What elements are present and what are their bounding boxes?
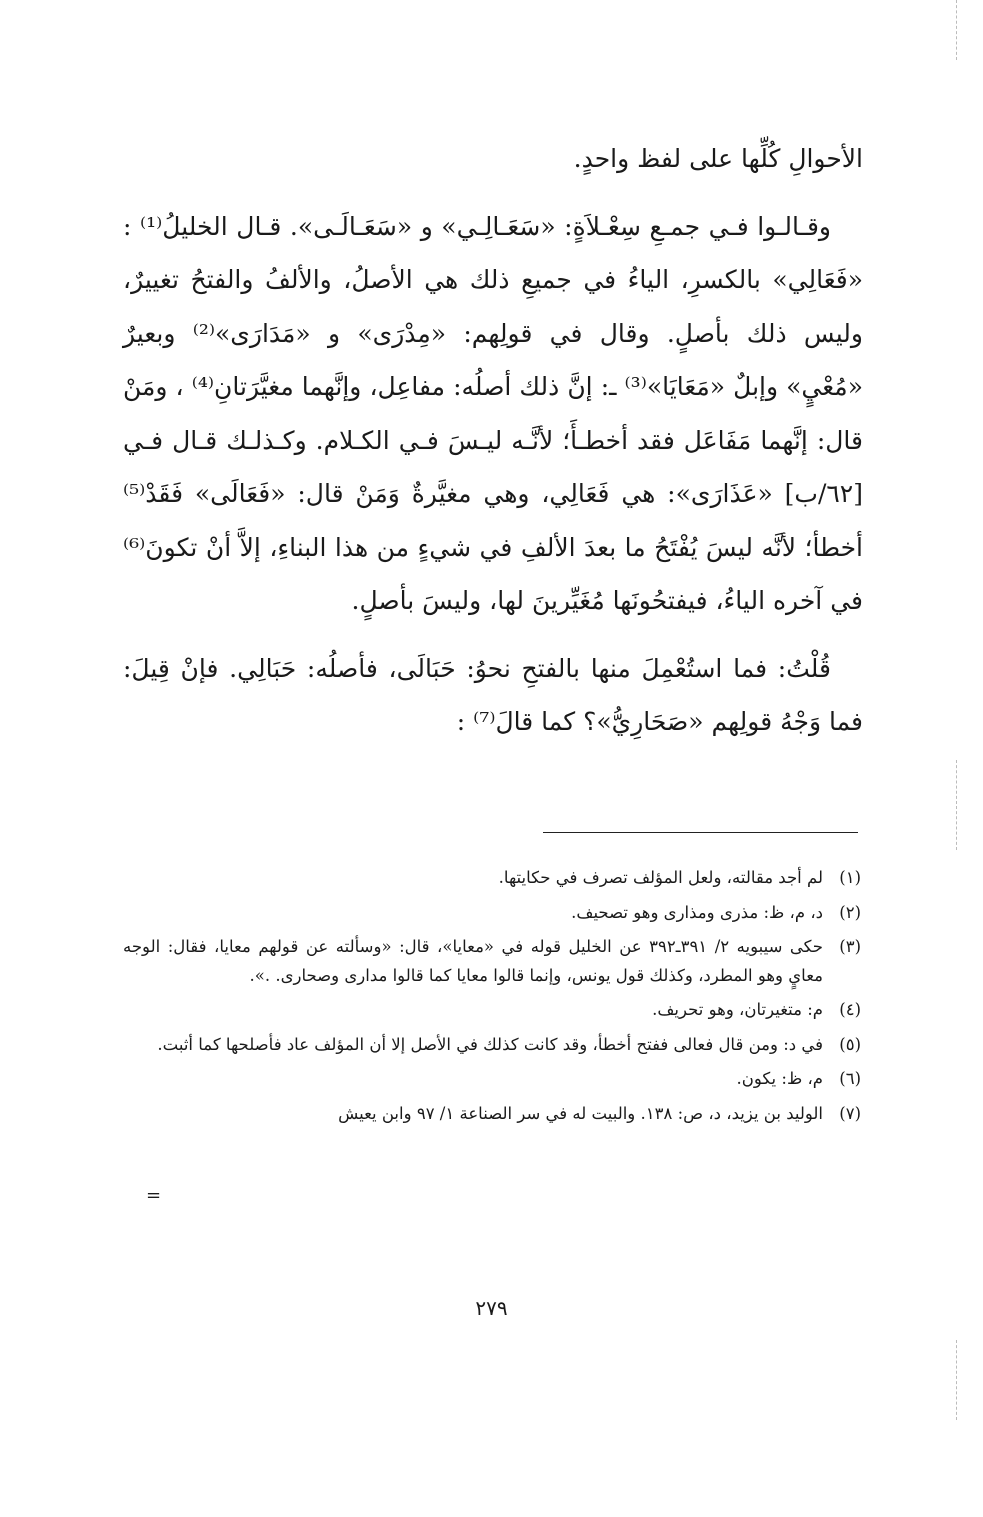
footnote xyxy=(123,899,861,928)
footnote-text: م، ظ: يكون. xyxy=(736,1069,823,1088)
footnote xyxy=(123,1065,861,1094)
footnote xyxy=(123,933,861,990)
footnote xyxy=(123,996,861,1025)
page-number: ٢٧٩ xyxy=(475,1296,508,1320)
footnote-number: (٦) xyxy=(839,1069,861,1088)
scan-margin-line xyxy=(956,1340,957,1420)
footnote-text: الوليد بن يزيد، د، ص: ١٣٨. والبيت له في سر الصناعة ١/ ٩٧ وابن يعيش xyxy=(338,1103,823,1123)
footnote-number: (٥) xyxy=(839,1034,861,1054)
footnote xyxy=(123,1031,861,1060)
footnote-separator xyxy=(543,832,858,833)
main-text xyxy=(123,132,863,749)
footnote xyxy=(123,864,861,893)
footnote-number: (٣) xyxy=(839,937,861,956)
footnote xyxy=(123,1100,861,1129)
footnote-number: (١) xyxy=(839,868,861,887)
paragraph-1: الأحوالِ كُلِّها على لفظ واحدٍ. xyxy=(573,144,863,173)
footnote-number: (٢) xyxy=(839,902,861,922)
scan-margin-line xyxy=(956,0,957,60)
footnotes xyxy=(123,864,861,1134)
continuation-mark: = xyxy=(146,1185,162,1206)
footnote-text: حكى سيبويه ٢/ ٣٩١ـ٣٩٢ عن الخليل قوله في «معايا»، قال: «وسألته عن قولهم معايا، فقال: الوجه معايٍ وهو المطرد، وكذلك قول يونس، وإنما قالوا معايا كما قالوا مدارى وصحارى. .». xyxy=(123,937,823,985)
paragraph-2: وقـالـوا فـي جمـعِ سِعْـلاَةٍ: «سَعَـالِـي» و «سَعَـالَـى». قـال الخليلُ⁽¹⁾ : «فَعَالِي» بالكسرِ، الياءُ في جميعِ ذلك هي الأصلُ، والألفُ والفتحُ تغييرٌ، وليس ذلك بأصلٍ. وقال في قولِهم: «مِدْرَى» و «مَدَارَى»⁽²⁾ وبعيرٌ «مُعْيٍ» وإبلٌ «مَعَايَا»⁽³⁾ ـ: إنَّ ذلك أصلُه: مفاعِل، وإنَّهما مغيَّرَتانِ⁽⁴⁾ ، ومَنْ قال: إنَّهما مَفَاعَل فقد أخطـأَ؛ لأنَّـه ليـسَ فـي الكـلام. وكـذلـك قـال فـي [٦٢/ب] «عَذَارَى»: هي فَعَالِي، وهي مغيَّرةٌ وَمَنْ قال: «فَعَالَى» فَقَدْ⁽⁵⁾ أخطأ؛ لأنَّه ليسَ يُفْتَحُ ما بعدَ الألفِ في شيءٍ من هذا البناءِ، إلاَّ أنْ تكونَ⁽⁶⁾ في آخره الياءُ، فيفتحُونَها مُغَيِّرينَ لها، وليسَ بأصلٍ. xyxy=(123,211,863,615)
footnote-text: د، م، ظ: مذرى ومذارى وهو تصحيف. xyxy=(571,902,823,922)
footnote-text: لم أجد مقالته، ولعل المؤلف تصرف في حكايتها. xyxy=(498,868,823,887)
footnote-number: (٤) xyxy=(839,1000,861,1019)
scan-margin-line xyxy=(956,760,957,850)
footnote-text: م: متغيرتان، وهو تحريف. xyxy=(652,1000,823,1019)
footnote-text: في د: ومن قال فعالى ففتح أخطأ، وقد كانت كذلك في الأصل إلا أن المؤلف عاد فأصلحها كما أثبت. xyxy=(157,1034,823,1054)
footnote-number: (٧) xyxy=(839,1103,861,1123)
paragraph-3: قُلْتُ: فما استُعْمِلَ منها بالفتحِ نحوُ: حَبَالَى، فأصلُه: حَبَالِي. فإنْ قِيلَ: فما وَجْهُ قولِهم «صَحَارِيُّ»؟ كما قالَ⁽⁷⁾ : xyxy=(123,653,863,736)
